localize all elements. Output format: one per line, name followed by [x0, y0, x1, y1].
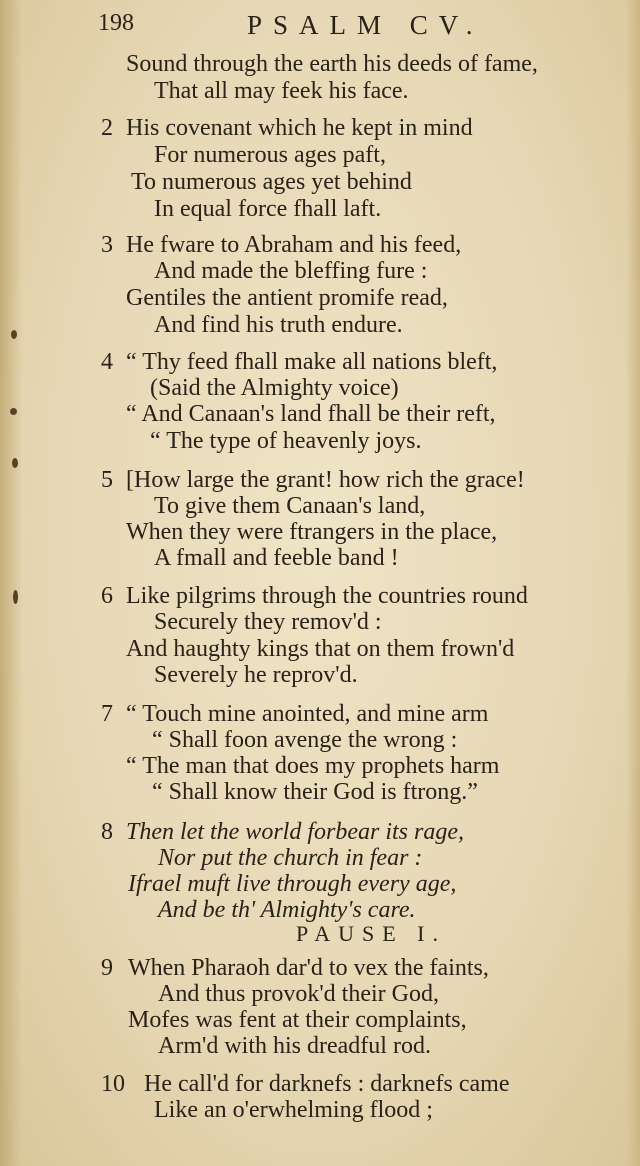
verse-number: 3	[101, 232, 113, 258]
verse-line: Sound through the earth his deeds of fame,	[126, 51, 538, 77]
verse-line: And made the bleffing fure :	[154, 258, 428, 284]
verse-line: “ Shall foon avenge the wrong :	[152, 727, 458, 753]
verse-line: (Said the Almighty voice)	[150, 375, 399, 401]
verse-line: Gentiles the antient promife read,	[126, 285, 448, 311]
ink-blot	[10, 408, 17, 415]
verse-line: He call'd for darknefs : darknefs came	[144, 1071, 510, 1097]
verse-number: 10	[101, 1071, 125, 1097]
verse-line: Arm'd with his dreadful rod.	[158, 1033, 431, 1059]
verse-line: To numerous ages yet behind	[131, 169, 412, 195]
verse-number: 5	[101, 467, 113, 493]
page-edge-shadow-right	[626, 0, 640, 1166]
ink-blot	[12, 458, 18, 468]
verse-line: Nor put the church in fear :	[158, 845, 423, 871]
verse-line: Severely he reprov'd.	[154, 662, 358, 688]
verse-line: And haughty kings that on them frown'd	[126, 636, 515, 662]
page-number: 198	[98, 10, 134, 36]
verse-number: 8	[101, 819, 113, 845]
verse-line: To give them Canaan's land,	[154, 493, 426, 519]
verse-line: Like an o'erwhelming flood ;	[154, 1097, 433, 1123]
verse-line: “ Thy feed fhall make all nations bleft,	[126, 349, 498, 375]
ink-blot	[13, 590, 18, 604]
verse-line: And be th' Almighty's care.	[158, 897, 416, 923]
verse-line: Ifrael muft live through every age,	[128, 871, 457, 897]
verse-number: 2	[101, 115, 113, 141]
verse-line: For numerous ages paft,	[154, 142, 386, 168]
pause-heading: PAUSE I.	[296, 921, 446, 946]
verse-line: He fware to Abraham and his feed,	[126, 232, 462, 258]
verse-line: Securely they remov'd :	[154, 609, 382, 635]
verse-line: When Pharaoh dar'd to vex the faints,	[128, 955, 489, 981]
verse-number: 7	[101, 701, 113, 727]
ink-blot	[11, 330, 17, 339]
verse-line: And find his truth endure.	[154, 312, 403, 338]
verse-line: His covenant which he kept in mind	[126, 115, 473, 141]
running-head: PSALM CV.	[247, 10, 484, 40]
verse-line: “ The man that does my prophets harm	[126, 753, 500, 779]
verse-line: “ Shall know their God is ftrong.”	[152, 779, 478, 805]
verse-line: And thus provok'd their God,	[158, 981, 439, 1007]
verse-line: When they were ftrangers in the place,	[126, 519, 498, 545]
verse-number: 9	[101, 955, 113, 981]
verse-line: Then let the world forbear its rage,	[126, 819, 464, 845]
verse-line: “ Touch mine anointed, and mine arm	[126, 701, 489, 727]
verse-line: That all may feek his face.	[154, 78, 409, 104]
verse-number: 6	[101, 583, 113, 609]
verse-line: A fmall and feeble band !	[154, 545, 399, 571]
verse-line: Mofes was fent at their complaints,	[128, 1007, 467, 1033]
verse-line: [How large the grant! how rich the grace!	[126, 467, 525, 493]
verse-line: Like pilgrims through the countries round	[126, 583, 528, 609]
verse-line: “ And Canaan's land fhall be their reft,	[126, 401, 496, 427]
verse-line: In equal force fhall laft.	[154, 196, 382, 222]
page-edge-shadow-left	[0, 0, 22, 1166]
verse-line: “ The type of heavenly joys.	[150, 428, 422, 454]
verse-number: 4	[101, 349, 113, 375]
